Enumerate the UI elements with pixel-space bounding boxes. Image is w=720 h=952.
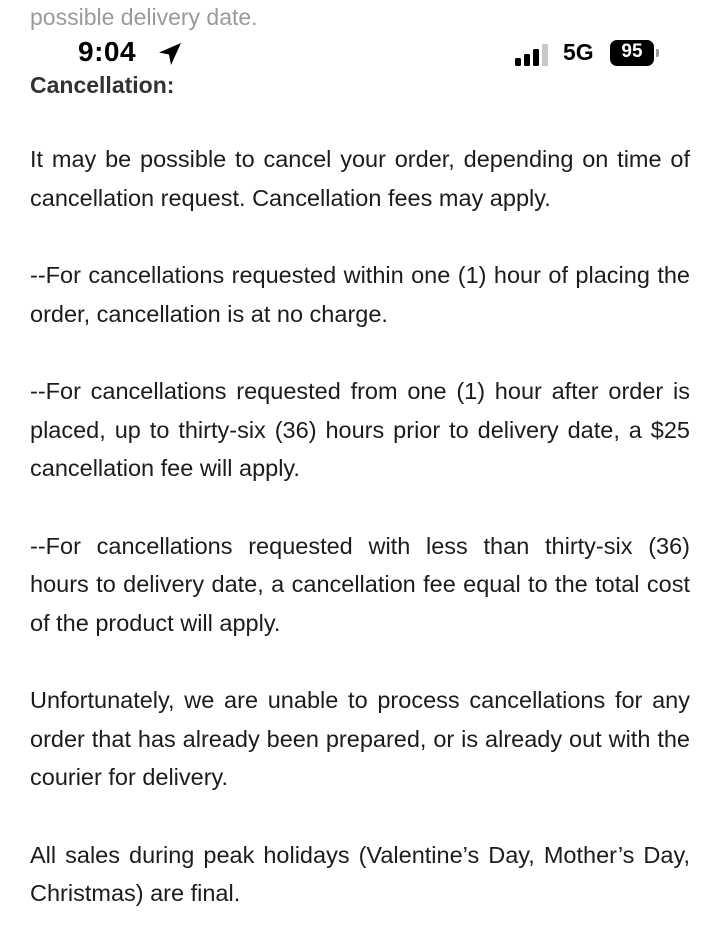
policy-paragraph: --For cancellations requested within one (1) hour of placing the order, cancellation is at no charge.	[30, 262, 690, 327]
location-arrow-icon	[156, 40, 184, 68]
section-heading: Cancellation:	[30, 72, 175, 98]
policy-paragraph: It may be possible to cancel your order, depending on time of cancellation request. Cancellation fees may apply.	[30, 146, 690, 211]
cellular-signal-icon	[515, 44, 551, 66]
battery-nub	[656, 49, 659, 57]
policy-paragraph: --For cancellations requested from one (1) hour after order is placed, up to thirty-six (36) hours prior to delivery date, a $25 cancellation fee will apply.	[30, 378, 690, 481]
status-time: 9:04	[78, 36, 137, 67]
policy-paragraph: All sales during peak holidays (Valentine’s Day, Mother’s Day, Christmas) are final.	[30, 841, 690, 906]
battery-level: 95	[621, 41, 643, 62]
policy-paragraph: Unfortunately, we are unable to process cancellations for any order that has already been prepared, or is already out with the courier for delivery.	[30, 687, 690, 790]
policy-paragraph: --For cancellations requested with less than thirty-six (36) hours to delivery date, a cancellation fee equal to the total cost of the product will apply.	[30, 532, 690, 636]
network-type: 5G	[563, 39, 594, 65]
scrolled-previous-text: possible delivery date.	[30, 4, 258, 30]
status-bar	[0, 34, 720, 74]
cancellation-policy-text	[30, 140, 690, 952]
battery-icon	[610, 40, 658, 66]
